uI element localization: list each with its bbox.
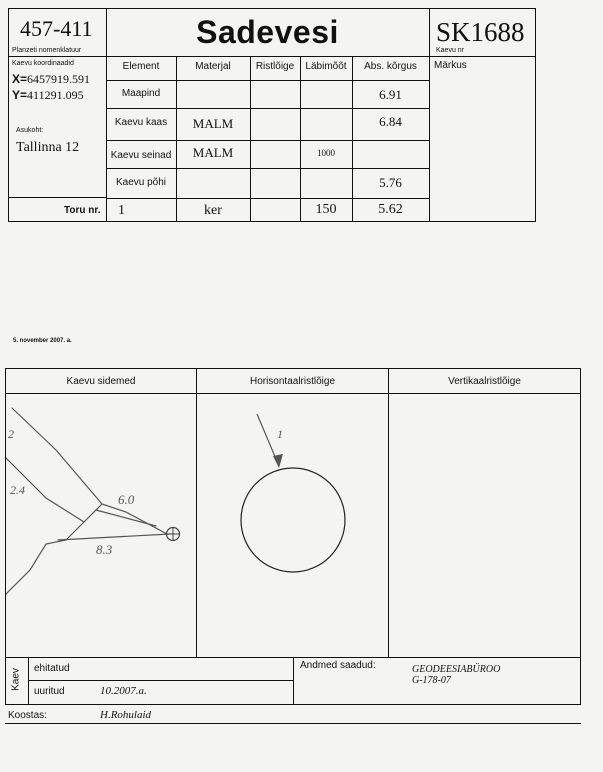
panel-title-horizontal: Horisontaalristlõige — [249, 376, 336, 387]
sketch-label: 8.3 — [96, 542, 113, 557]
pipe-number: 1 — [118, 203, 125, 218]
sheet-caption: Planzeti nomenklatuur — [12, 47, 82, 54]
row-material: MALM — [192, 116, 234, 131]
header-diameter: Läbimõõt — [305, 61, 347, 72]
header-height: Abs. kõrgus — [364, 61, 417, 72]
arrow-icon — [273, 454, 283, 468]
pipe-diameter: 150 — [315, 202, 337, 217]
x-value: 6457919.591 — [27, 72, 91, 86]
footer-vertical-label: Kaev — [10, 668, 22, 691]
divider — [106, 140, 429, 141]
location-value: Tallinna 12 — [16, 140, 80, 155]
divider — [28, 658, 29, 704]
divider — [9, 197, 106, 198]
header-element: Element — [122, 61, 160, 72]
data-from-line1: GEODEESIABÜROO — [412, 664, 501, 675]
data-from-label: Andmed saadud: — [300, 660, 376, 671]
divider — [293, 658, 294, 704]
page-title: Sadevesi — [196, 14, 339, 50]
divider — [106, 168, 429, 169]
row-height: 6.91 — [379, 87, 402, 102]
divider — [9, 56, 106, 57]
panel-title-vertical: Vertikaalristlõige — [448, 376, 521, 387]
compiled-value: H.Rohulaid — [100, 709, 152, 721]
sketch-label: 2 — [8, 427, 14, 441]
well-caption: Kaevu nr — [436, 47, 465, 54]
row-element: Kaevu kaas — [114, 117, 168, 128]
row-material: MALM — [192, 145, 234, 160]
header-material: Materjal — [195, 61, 231, 72]
pipe-height: 5.62 — [378, 202, 403, 217]
compiled-label: Koostas: — [8, 710, 47, 721]
surveyed-label: uuritud — [34, 686, 65, 697]
divider — [106, 56, 536, 57]
row-element: Maapind — [121, 88, 161, 99]
data-from-line2: G-178-07 — [412, 675, 451, 686]
divider — [106, 108, 429, 109]
connections-sketch — [6, 394, 196, 656]
well-number: SK1688 — [436, 17, 525, 47]
divider — [106, 198, 429, 199]
y-coordinate — [12, 88, 84, 103]
surveyed-value: 10.2007.a. — [100, 685, 147, 697]
coords-caption: Kaevu koordinaadid — [12, 60, 74, 67]
x-coordinate — [12, 72, 90, 87]
sketch-label: 6.0 — [118, 492, 135, 507]
divider — [106, 80, 429, 81]
panel-title-connections: Kaevu sidemed — [66, 376, 136, 387]
date-line: 5. november 2007. a. — [13, 338, 72, 344]
divider — [429, 9, 430, 221]
sketch-label: 1 — [277, 427, 283, 441]
x-label: X= — [12, 72, 28, 86]
sketch-label: 2.4 — [10, 483, 25, 497]
divider — [28, 680, 293, 681]
location-label: Asukoht: — [16, 127, 44, 134]
row-diameter: 1000 — [317, 148, 335, 158]
divider — [388, 369, 389, 657]
row-element: Kaevu põhi — [115, 177, 167, 188]
row-height: 5.76 — [379, 175, 402, 190]
y-label: Y= — [12, 88, 28, 102]
divider — [5, 723, 581, 724]
sheet-number: 457-411 — [20, 16, 93, 41]
header-notes: Märkus — [434, 60, 467, 71]
header-cross: Ristlõige — [255, 61, 295, 72]
pipe-label: Toru nr. — [64, 205, 101, 216]
built-label: ehitatud — [34, 663, 70, 674]
y-value: 411291.095 — [27, 88, 84, 102]
horizontal-section-sketch — [197, 394, 387, 656]
row-height: 6.84 — [379, 114, 402, 129]
row-element: Kaevu seinad — [110, 150, 172, 161]
pipe-material: ker — [204, 203, 222, 218]
